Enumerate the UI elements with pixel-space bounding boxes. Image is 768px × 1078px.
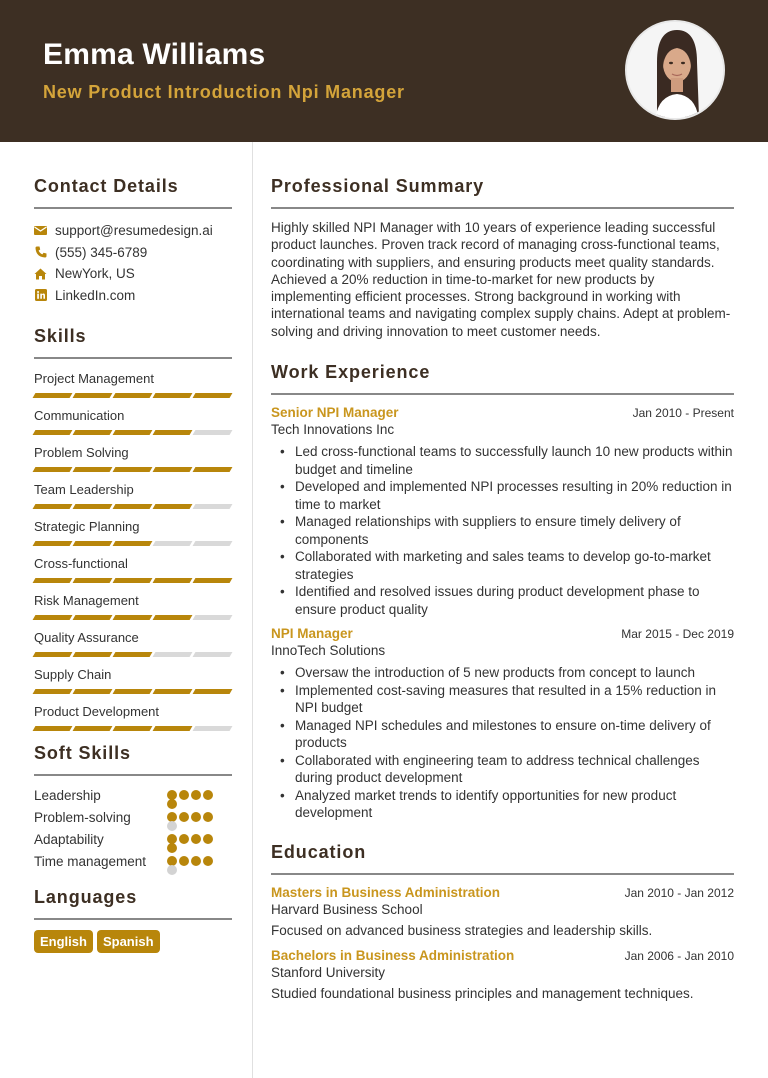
skill-item <box>34 517 232 546</box>
job-header <box>271 405 734 420</box>
level-segment-filled <box>153 615 193 620</box>
skill-item <box>34 554 232 583</box>
level-segment-filled <box>73 689 113 694</box>
skill-name: Team Leadership <box>34 482 134 497</box>
level-segment-empty <box>193 541 233 546</box>
skill-item <box>34 443 232 472</box>
contact-heading: Contact Details <box>34 176 232 209</box>
job-bullet: • Implemented cost-saving measures that resulted in a 15% reduction in NPI budget <box>271 682 734 717</box>
skill-item <box>34 628 232 657</box>
level-segment-filled <box>33 726 73 731</box>
home-icon <box>34 267 47 280</box>
linkedin-icon <box>34 289 47 302</box>
level-segment-filled <box>73 726 113 731</box>
skill-level-bar <box>34 578 232 583</box>
contact-location <box>34 263 232 285</box>
rating-dot-empty <box>167 821 177 831</box>
skill-level-bar <box>34 689 232 694</box>
summary-section <box>271 176 734 340</box>
job-bullet: • Collaborated with engineering team to address technical challenges during product development <box>271 752 734 787</box>
education-dates: Jan 2006 - Jan 2010 <box>624 948 734 963</box>
job-dates: Jan 2010 - Present <box>632 406 734 421</box>
candidate-title: New Product Introduction Npi Manager <box>43 82 405 102</box>
job-bullets <box>271 664 734 822</box>
skill-level-bar <box>34 504 232 509</box>
level-segment-filled <box>113 689 153 694</box>
job-bullet: • Collaborated with marketing and sales teams to develop go-to-market strategies <box>271 548 734 583</box>
level-segment-filled <box>73 615 113 620</box>
education-degree: Masters in Business Administration <box>271 884 501 900</box>
languages-heading: Languages <box>34 887 232 920</box>
soft-skill-item <box>34 853 232 875</box>
contact-section <box>34 176 232 306</box>
job-bullet: • Managed relationships with suppliers to ensure timely delivery of components <box>271 513 734 548</box>
skills-heading: Skills <box>34 326 232 359</box>
rating-dot-filled <box>191 834 201 844</box>
skill-name: Problem Solving <box>34 445 129 460</box>
experience-section <box>271 362 734 822</box>
level-segment-filled <box>73 504 113 509</box>
soft-skills-heading: Soft Skills <box>34 743 232 776</box>
contact-linkedin-text: LinkedIn.com <box>55 287 136 303</box>
contact-linkedin[interactable] <box>34 285 232 307</box>
level-segment-filled <box>73 430 113 435</box>
education-heading: Education <box>271 842 734 875</box>
education-description: Studied foundational business principles and management techniques. <box>271 985 694 1001</box>
level-segment-filled <box>73 578 113 583</box>
languages-list <box>34 930 232 953</box>
level-segment-filled <box>113 504 153 509</box>
education-dates: Jan 2010 - Jan 2012 <box>624 885 734 900</box>
language-badge: English <box>34 930 93 953</box>
skill-name: Cross-functional <box>34 556 128 571</box>
avatar <box>625 20 725 120</box>
level-segment-filled <box>113 467 153 472</box>
job-bullet: • Managed NPI schedules and milestones to ensure on-time delivery of products <box>271 717 734 752</box>
skill-name: Strategic Planning <box>34 519 140 534</box>
job-bullet: • Developed and implemented NPI processes resulting in 20% reduction in time to market <box>271 478 734 513</box>
skill-name: Quality Assurance <box>34 630 139 645</box>
level-segment-filled <box>33 393 73 398</box>
level-segment-filled <box>153 504 193 509</box>
level-segment-filled <box>113 578 153 583</box>
level-segment-filled <box>113 541 153 546</box>
main-content <box>271 142 734 1001</box>
job-bullets <box>271 443 734 618</box>
languages-section <box>34 887 232 953</box>
candidate-name: Emma Williams <box>43 38 266 71</box>
education-header <box>271 948 734 963</box>
job-entry <box>271 626 734 822</box>
skill-item <box>34 665 232 694</box>
level-segment-filled <box>193 393 233 398</box>
rating-dot-filled <box>179 856 189 866</box>
education-section <box>271 842 734 1001</box>
rating-dot-filled <box>191 812 201 822</box>
level-segment-filled <box>193 578 233 583</box>
level-segment-filled <box>153 726 193 731</box>
skills-list <box>34 369 232 731</box>
level-segment-filled <box>73 467 113 472</box>
level-segment-filled <box>33 615 73 620</box>
rating-dot-filled <box>203 812 213 822</box>
soft-skill-name: Problem-solving <box>34 810 131 825</box>
soft-skill-item <box>34 809 232 831</box>
job-company: InnoTech Solutions <box>271 643 386 659</box>
job-bullet: • Led cross-functional teams to successfully launch 10 new products within budget and timeline <box>271 443 734 478</box>
rating-dot-filled <box>203 834 213 844</box>
job-entry <box>271 405 734 618</box>
education-list <box>271 885 734 1001</box>
soft-skill-name: Adaptability <box>34 832 104 847</box>
job-company: Tech Innovations Inc <box>271 422 395 438</box>
skill-item <box>34 480 232 509</box>
experience-heading: Work Experience <box>271 362 734 395</box>
rating-dot-filled <box>203 790 213 800</box>
skill-item <box>34 591 232 620</box>
skill-level-bar <box>34 615 232 620</box>
rating-dot-filled <box>179 812 189 822</box>
contact-location-text: NewYork, US <box>55 266 135 282</box>
level-segment-filled <box>33 504 73 509</box>
skill-name: Communication <box>34 408 125 423</box>
resume-header <box>0 0 768 142</box>
level-segment-filled <box>33 652 73 657</box>
job-bullet: • Oversaw the introduction of 5 new products from concept to launch <box>271 664 734 682</box>
skill-name: Product Development <box>34 704 160 719</box>
job-dates: Mar 2015 - Dec 2019 <box>621 627 734 642</box>
rating-dot-filled <box>191 790 201 800</box>
rating-dot-filled <box>191 856 201 866</box>
level-segment-empty <box>193 726 233 731</box>
language-badge: Spanish <box>97 930 160 953</box>
level-segment-filled <box>193 689 233 694</box>
soft-skill-rating <box>167 809 219 831</box>
rating-dot-filled <box>179 790 189 800</box>
skill-name: Project Management <box>34 371 154 386</box>
skill-level-bar <box>34 726 232 731</box>
level-segment-empty <box>153 652 193 657</box>
job-title: NPI Manager <box>271 626 353 642</box>
summary-heading: Professional Summary <box>271 176 734 209</box>
education-entry <box>271 885 734 938</box>
soft-skills-section <box>34 743 232 875</box>
level-segment-filled <box>73 393 113 398</box>
level-segment-empty <box>193 615 233 620</box>
soft-skill-rating <box>167 853 219 875</box>
skill-level-bar <box>34 467 232 472</box>
sidebar <box>34 142 232 953</box>
contact-phone[interactable] <box>34 242 232 264</box>
level-segment-filled <box>33 689 73 694</box>
contact-email-text: support@resumedesign.ai <box>55 223 213 239</box>
level-segment-filled <box>33 578 73 583</box>
skill-level-bar <box>34 652 232 657</box>
education-school: Harvard Business School <box>271 901 423 917</box>
level-segment-filled <box>33 430 73 435</box>
level-segment-empty <box>193 504 233 509</box>
skill-item <box>34 369 232 398</box>
level-segment-filled <box>33 467 73 472</box>
summary-text: Highly skilled NPI Manager with 10 years of experience leading successful product launches. Proven track record of managing cross-functional teams, coordinating with suppliers, and ensuring products meet quality standards. Achieved a 20% reduction in time-to-market for new products by implementing efficient processes. Strong background in working with international teams and navigating complex supply chains. Adept at problem-solving and driving innovation to meet customer needs. <box>271 220 731 339</box>
level-segment-filled <box>113 726 153 731</box>
level-segment-filled <box>193 467 233 472</box>
soft-skill-item <box>34 831 232 853</box>
level-segment-filled <box>73 652 113 657</box>
education-description: Focused on advanced business strategies and leadership skills. <box>271 922 653 938</box>
soft-skill-rating <box>167 787 219 809</box>
soft-skill-name: Leadership <box>34 788 101 803</box>
jobs-list <box>271 405 734 822</box>
rating-dot-empty <box>167 865 177 875</box>
education-entry <box>271 948 734 1001</box>
level-segment-filled <box>113 615 153 620</box>
job-header <box>271 626 734 641</box>
portrait-icon <box>627 22 725 120</box>
level-segment-filled <box>153 689 193 694</box>
level-segment-filled <box>33 541 73 546</box>
level-segment-empty <box>193 430 233 435</box>
skills-section <box>34 326 232 731</box>
envelope-icon <box>34 224 47 237</box>
soft-skill-name: Time management <box>34 854 147 869</box>
skill-name: Supply Chain <box>34 667 112 682</box>
skill-item <box>34 702 232 731</box>
skill-item <box>34 406 232 435</box>
level-segment-filled <box>153 393 193 398</box>
level-segment-filled <box>153 430 193 435</box>
level-segment-filled <box>113 430 153 435</box>
level-segment-empty <box>153 541 193 546</box>
phone-icon <box>34 246 47 259</box>
rating-dot-filled <box>167 799 177 809</box>
soft-skill-item <box>34 787 232 809</box>
job-title: Senior NPI Manager <box>271 405 399 421</box>
column-divider <box>252 142 253 1078</box>
skill-level-bar <box>34 393 232 398</box>
level-segment-filled <box>113 652 153 657</box>
skill-name: Risk Management <box>34 593 139 608</box>
level-segment-filled <box>113 393 153 398</box>
rating-dot-filled <box>167 843 177 853</box>
level-segment-empty <box>193 652 233 657</box>
education-degree: Bachelors in Business Administration <box>271 947 515 963</box>
soft-skills-list <box>34 786 232 875</box>
rating-dot-filled <box>179 834 189 844</box>
skill-level-bar <box>34 430 232 435</box>
contact-phone-text: (555) 345-6789 <box>55 244 148 260</box>
job-bullet: • Analyzed market trends to identify opportunities for new product development <box>271 787 734 822</box>
level-segment-filled <box>153 467 193 472</box>
soft-skill-rating <box>167 831 219 853</box>
level-segment-filled <box>73 541 113 546</box>
education-header <box>271 885 734 900</box>
rating-dot-filled <box>203 856 213 866</box>
contact-email[interactable] <box>34 220 232 242</box>
education-school: Stanford University <box>271 964 386 980</box>
skill-level-bar <box>34 541 232 546</box>
job-bullet: • Identified and resolved issues during product development phase to ensure product quality <box>271 583 734 618</box>
level-segment-filled <box>153 578 193 583</box>
